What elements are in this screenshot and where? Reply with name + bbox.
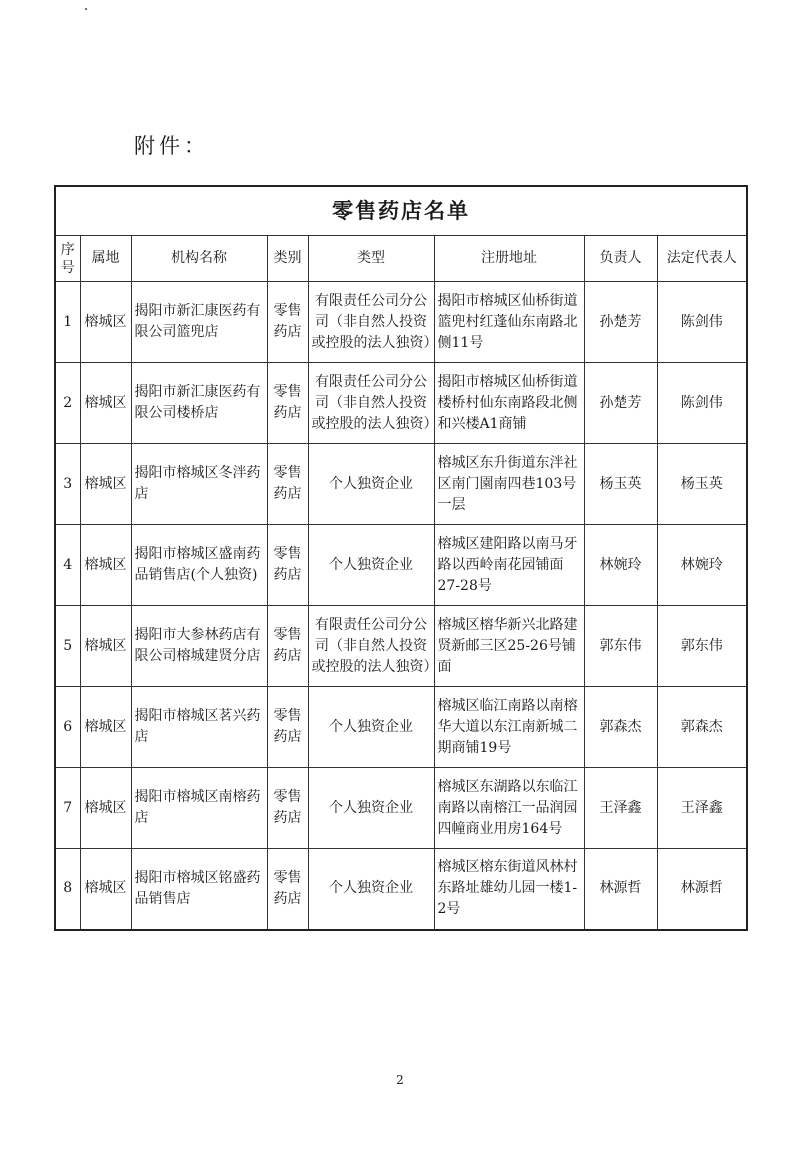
cell-region: 榕城区 <box>80 687 131 768</box>
cell-seq: 5 <box>55 606 80 687</box>
cell-region: 榕城区 <box>80 282 131 363</box>
cell-name: 揭阳市大参林药店有限公司榕城建贤分店 <box>131 606 267 687</box>
cell-seq: 8 <box>55 849 80 930</box>
cell-manager: 郭森杰 <box>584 687 657 768</box>
table-row <box>55 525 747 606</box>
header-seq: 序号 <box>55 236 80 282</box>
cell-address: 揭阳市榕城区仙桥街道篮兜村红蓬仙东南路北侧11号 <box>434 282 584 363</box>
cell-name: 揭阳市榕城区盛南药品销售店(个人独资) <box>131 525 267 606</box>
table-row <box>55 606 747 687</box>
cell-address: 榕城区东升街道东泮社区南门園南四巷103号一层 <box>434 444 584 525</box>
cell-name: 揭阳市榕城区南榕药店 <box>131 768 267 849</box>
cell-manager: 王泽鑫 <box>584 768 657 849</box>
cell-region: 榕城区 <box>80 525 131 606</box>
pharmacy-list-table <box>54 185 748 931</box>
cell-category: 零售药店 <box>267 606 308 687</box>
cell-legal-rep: 郭森杰 <box>657 687 747 768</box>
header-category: 类别 <box>267 236 308 282</box>
cell-address: 榕城区建阳路以南马牙路以西岭南花园铺面27-28号 <box>434 525 584 606</box>
cell-seq: 4 <box>55 525 80 606</box>
header-region: 属地 <box>80 236 131 282</box>
cell-type: 有限责任公司分公司（非自然人投资或控股的法人独资） <box>308 363 434 444</box>
cell-manager: 林源哲 <box>584 849 657 930</box>
cell-region: 榕城区 <box>80 363 131 444</box>
cell-legal-rep: 林婉玲 <box>657 525 747 606</box>
cell-type: 个人独资企业 <box>308 768 434 849</box>
cell-legal-rep: 郭东伟 <box>657 606 747 687</box>
cell-legal-rep: 王泽鑫 <box>657 768 747 849</box>
cell-address: 榕城区东湖路以东临江南路以南榕江一品润园四幢商业用房164号 <box>434 768 584 849</box>
cell-seq: 7 <box>55 768 80 849</box>
header-manager: 负责人 <box>584 236 657 282</box>
cell-region: 榕城区 <box>80 444 131 525</box>
attachment-label: 附件： <box>134 134 209 158</box>
cell-category: 零售药店 <box>267 363 308 444</box>
cell-seq: 3 <box>55 444 80 525</box>
header-type: 类型 <box>308 236 434 282</box>
cell-name: 揭阳市榕城区铭盛药品销售店 <box>131 849 267 930</box>
cell-legal-rep: 陈剑伟 <box>657 363 747 444</box>
cell-seq: 6 <box>55 687 80 768</box>
cell-manager: 孙楚芳 <box>584 282 657 363</box>
cell-type: 个人独资企业 <box>308 525 434 606</box>
cell-category: 零售药店 <box>267 687 308 768</box>
cell-name: 揭阳市榕城区茗兴药店 <box>131 687 267 768</box>
table-row <box>55 282 747 363</box>
page-number: 2 <box>396 1073 404 1087</box>
cell-region: 榕城区 <box>80 768 131 849</box>
scan-speck <box>85 8 87 10</box>
cell-name: 揭阳市新汇康医药有限公司篮兜店 <box>131 282 267 363</box>
cell-category: 零售药店 <box>267 849 308 930</box>
cell-address: 榕城区榕东街道风林村东路址雄幼儿园一楼1-2号 <box>434 849 584 930</box>
cell-manager: 郭东伟 <box>584 606 657 687</box>
table-row <box>55 687 747 768</box>
cell-category: 零售药店 <box>267 525 308 606</box>
cell-category: 零售药店 <box>267 768 308 849</box>
cell-category: 零售药店 <box>267 282 308 363</box>
cell-region: 榕城区 <box>80 606 131 687</box>
table-row <box>55 849 747 930</box>
header-name: 机构名称 <box>131 236 267 282</box>
cell-region: 榕城区 <box>80 849 131 930</box>
cell-category: 零售药店 <box>267 444 308 525</box>
cell-seq: 2 <box>55 363 80 444</box>
table-title: 零售药店名单 <box>55 186 747 236</box>
header-legal-rep: 法定代表人 <box>657 236 747 282</box>
cell-legal-rep: 陈剑伟 <box>657 282 747 363</box>
cell-manager: 林婉玲 <box>584 525 657 606</box>
cell-address: 榕城区临江南路以南榕华大道以东江南新城二期商铺19号 <box>434 687 584 768</box>
cell-legal-rep: 林源哲 <box>657 849 747 930</box>
cell-type: 个人独资企业 <box>308 444 434 525</box>
cell-manager: 杨玉英 <box>584 444 657 525</box>
cell-type: 有限责任公司分公司（非自然人投资或控股的法人独资） <box>308 606 434 687</box>
header-row <box>55 236 747 282</box>
cell-legal-rep: 杨玉英 <box>657 444 747 525</box>
cell-type: 个人独资企业 <box>308 687 434 768</box>
cell-name: 揭阳市榕城区冬泮药店 <box>131 444 267 525</box>
table-row <box>55 768 747 849</box>
table-row <box>55 444 747 525</box>
cell-type: 有限责任公司分公司（非自然人投资或控股的法人独资） <box>308 282 434 363</box>
cell-name: 揭阳市新汇康医药有限公司楼桥店 <box>131 363 267 444</box>
cell-seq: 1 <box>55 282 80 363</box>
header-address: 注册地址 <box>434 236 584 282</box>
table-row <box>55 363 747 444</box>
cell-address: 榕城区榕华新兴北路建贤新邮三区25-26号铺面 <box>434 606 584 687</box>
cell-type: 个人独资企业 <box>308 849 434 930</box>
cell-manager: 孙楚芳 <box>584 363 657 444</box>
cell-address: 揭阳市榕城区仙桥街道楼桥村仙东南路段北侧和兴楼A1商铺 <box>434 363 584 444</box>
